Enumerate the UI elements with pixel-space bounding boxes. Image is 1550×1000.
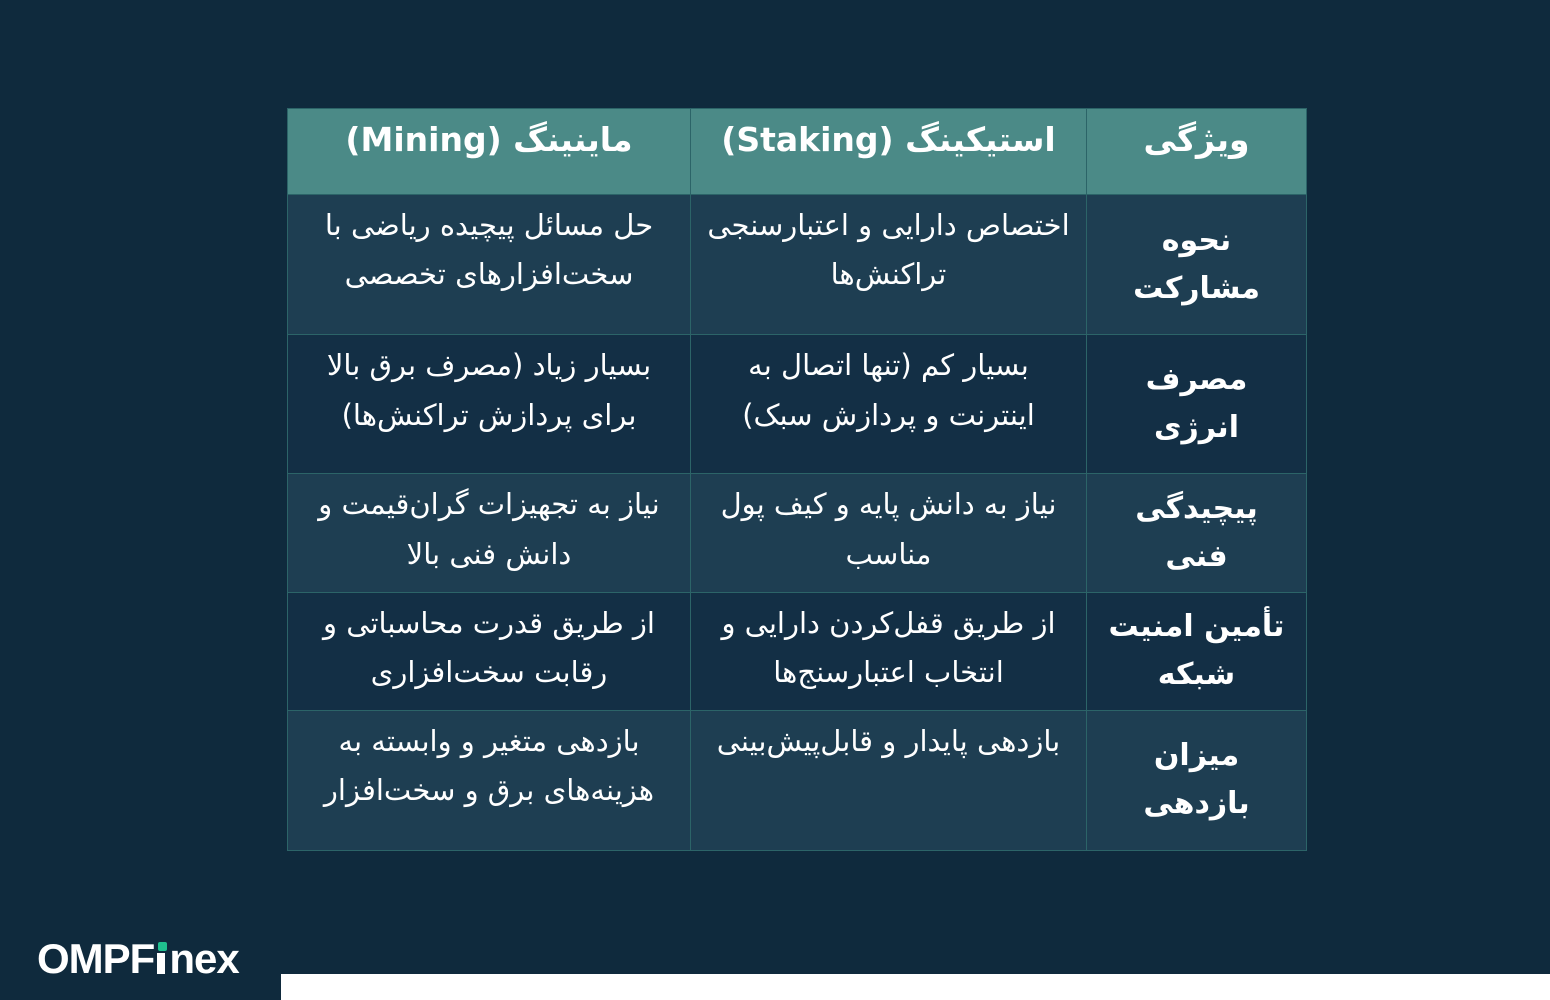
table-row [288,195,1307,335]
row-feature-cell: نحوه مشارکت [1087,195,1307,335]
row-feature-cell: میزان بازدهی [1087,710,1307,850]
row-staking-cell: نیاز به دانش پایه و کیف پول مناسب [691,474,1087,592]
logo-text-start: OMPF [37,935,155,982]
row-staking-cell: از طریق قفل‌کردن دارایی و انتخاب اعتبارسنج‌ها [691,592,1087,710]
row-feature-cell: تأمین امنیت شبکه [1087,592,1307,710]
logo-i-glyph [154,933,169,985]
row-feature-cell: مصرف انرژی [1087,335,1307,474]
row-staking-cell: بسیار کم (تنها اتصال به اینترنت و پردازش سبک) [691,335,1087,474]
header-feature: ویژگی [1087,109,1307,195]
row-staking-cell: بازدهی پایدار و قابل‌پیش‌بینی [691,710,1087,850]
comparison-table [287,108,1307,851]
ompfinex-logo [37,933,239,985]
row-feature-cell: پیچیدگی فنی [1087,474,1307,592]
table-row [288,335,1307,474]
row-mining-cell: بسیار زیاد (مصرف برق بالا برای پردازش تراکنش‌ها) [288,335,691,474]
header-staking: استیکینگ (Staking) [691,109,1087,195]
table-row [288,592,1307,710]
row-mining-cell: از طریق قدرت محاسباتی و رقابت سخت‌افزاری [288,592,691,710]
logo-i-dot-icon [158,942,167,951]
table-row [288,710,1307,850]
header-mining: ماینینگ (Mining) [288,109,691,195]
logo-text-end: nex [169,935,239,982]
row-mining-cell: حل مسائل پیچیده ریاضی با سخت‌افزارهای تخصصی [288,195,691,335]
row-staking-cell: اختصاص دارایی و اعتبارسنجی تراکنش‌ها [691,195,1087,335]
row-mining-cell: بازدهی متغیر و وابسته به هزینه‌های برق و سخت‌افزار [288,710,691,850]
table-header-row [288,109,1307,195]
table-row [288,474,1307,592]
bottom-bar [281,974,1550,1000]
logo-i-stem-icon [157,953,165,974]
row-mining-cell: نیاز به تجهیزات گران‌قیمت و دانش فنی بالا [288,474,691,592]
